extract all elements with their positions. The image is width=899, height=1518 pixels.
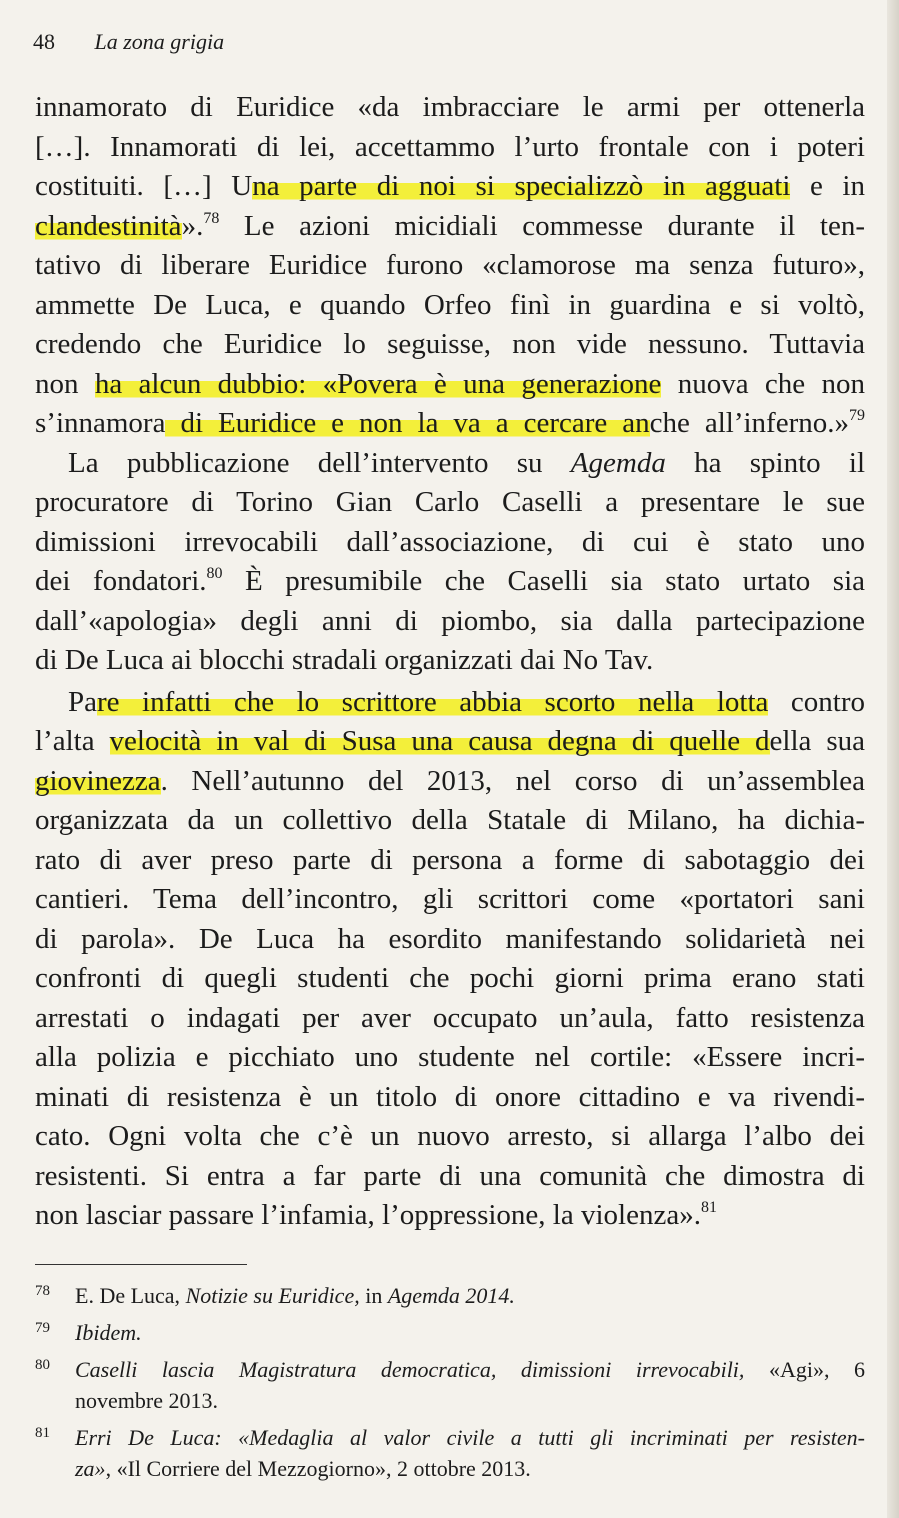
footnotes xyxy=(35,1280,865,1484)
text-line-10: La pubblicazione dell’intervento su Agemda ha spinto il xyxy=(68,446,865,479)
running-title: La zona grigia xyxy=(94,29,225,54)
footnote-ref-80: 80 xyxy=(206,565,223,582)
text-line-13: dei fondatori.$^{80}$ È presumibile che Caselli sia stato urtato sia xyxy=(35,565,865,597)
text-line-24: arrestati o indagati per aver occupato un’aula, fatto resistenza xyxy=(35,1001,865,1034)
body-text xyxy=(35,88,865,1236)
highlight: na parte di noi si specializzò in agguati xyxy=(252,170,791,202)
highlight: giovinezza xyxy=(35,764,161,797)
text-line-5: tativo di liberare Euridice furono «clamorose ma senza futuro», xyxy=(35,249,865,281)
text-line-14: dall’«apologia» degli anni di piombo, sia dalla partecipazione xyxy=(35,604,865,637)
footnote-number: 81 xyxy=(35,1425,50,1441)
text-line-16: Pare infatti che lo scrittore abbia scorto nella lotta contro xyxy=(68,685,865,718)
text-line-29: non lasciar passare l’infamia, l’oppressione, la violenza».$^{81}$ xyxy=(35,1199,717,1231)
text-line-12: dimissioni irrevocabili dall’associazione, di cui è stato uno xyxy=(35,525,865,558)
footnote-79: 79 Ibidem. xyxy=(35,1317,865,1348)
footnote-ref-79: 79 xyxy=(849,407,865,424)
text-line-6: ammette De Luca, e quando Orfeo finì in guardina e si voltò, xyxy=(35,288,865,321)
text-line-15: di De Luca ai blocchi stradali organizzati dai No Tav. xyxy=(35,644,654,676)
footnote-78: 78 E. De Luca, Notizie su Euridice, in Agemda 2014. xyxy=(35,1280,865,1311)
text-line-1: innamorato di Euridice «da imbracciare le armi per ottenerla xyxy=(35,91,865,123)
text-line-7: credendo che Euridice lo seguisse, non vide nessuno. Tuttavia xyxy=(35,328,865,360)
text-line-8: non ha alcun dubbio: «Povera è una generazione nuova che non xyxy=(35,367,865,400)
text-line-26: minati di resistenza è un titolo di onore cittadino e va rivendi- xyxy=(35,1080,865,1113)
text-line-2: […]. Innamorati di lei, accettammo l’urto frontale con i poteri xyxy=(35,130,865,163)
page-number: 48 xyxy=(33,29,55,54)
highlight: di Euridice e non la va a cercare an xyxy=(165,407,650,439)
text-line-23: confronti di quegli studenti che pochi giorni prima erano stati xyxy=(35,962,865,994)
footnote-ref-81: 81 xyxy=(700,1199,717,1216)
footnote-80: 80 Caselli lascia Magistratura democratica, dimissioni irrevocabili, «Agi», 6 novembre 2013. xyxy=(35,1354,865,1416)
page-edge xyxy=(887,0,899,1518)
footnote-rule xyxy=(35,1264,247,1265)
text-line-21: cantieri. Tema dell’incontro, gli scrittori come «portatori sani xyxy=(35,883,865,915)
text-line-25: alla polizia e picchiato uno studente nel cortile: «Essere incri- xyxy=(35,1041,865,1073)
text-line-20: rato di aver preso parte di persona a forme di sabotaggio dei xyxy=(35,843,865,876)
highlight: velocità in val di Susa una causa degna di quelle d xyxy=(109,725,770,757)
text-line-27: cato. Ogni volta che c’è un nuovo arresto, si allarga l’albo dei xyxy=(35,1120,865,1152)
highlight: clandestinità xyxy=(35,209,182,242)
highlight: re infatti che lo scrittore abbia scorto nella lotta xyxy=(97,685,769,718)
footnote-number: 79 xyxy=(35,1320,50,1336)
footnote-number: 78 xyxy=(35,1283,50,1299)
text-line-22: di parola». De Luca ha esordito manifestando solidarietà nei xyxy=(35,922,865,955)
footnote-number: 80 xyxy=(35,1357,50,1373)
running-head xyxy=(33,28,224,56)
text-line-17: l’alta velocità in val di Susa una causa degna di quelle della sua xyxy=(35,725,866,757)
text-line-11: procuratore di Torino Gian Carlo Caselli a presentare le sue xyxy=(35,486,865,518)
footnote-ref-78: 78 xyxy=(203,209,220,227)
text-line-19: organizzata da un collettivo della Statale di Milano, ha dichia- xyxy=(35,804,865,836)
highlight: ha alcun dubbio: «Povera è una generazione xyxy=(94,367,662,400)
footnote-81: 81 Erri De Luca: «Medaglia al valor civile a tutti gli incriminati per resisten- za», «Il Corriere del Mezzogiorno», 2 ottobre 2013. xyxy=(35,1422,865,1484)
text-line-9: s’innamora di Euridice e non la va a cercare anche all’inferno.»$^{79}$ xyxy=(35,407,865,439)
text-line-28: resistenti. Si entra a far parte di una comunità che dimostra di xyxy=(35,1159,865,1192)
text-line-18: giovinezza. Nell’autunno del 2013, nel corso di un’assemblea xyxy=(35,764,865,797)
text-line-4: clandestinità».$^{78}$ Le azioni micidiali commesse durante il ten- xyxy=(35,209,865,242)
text-line-3: costituiti. […] Una parte di noi si specializzò in agguati e in xyxy=(35,170,865,202)
